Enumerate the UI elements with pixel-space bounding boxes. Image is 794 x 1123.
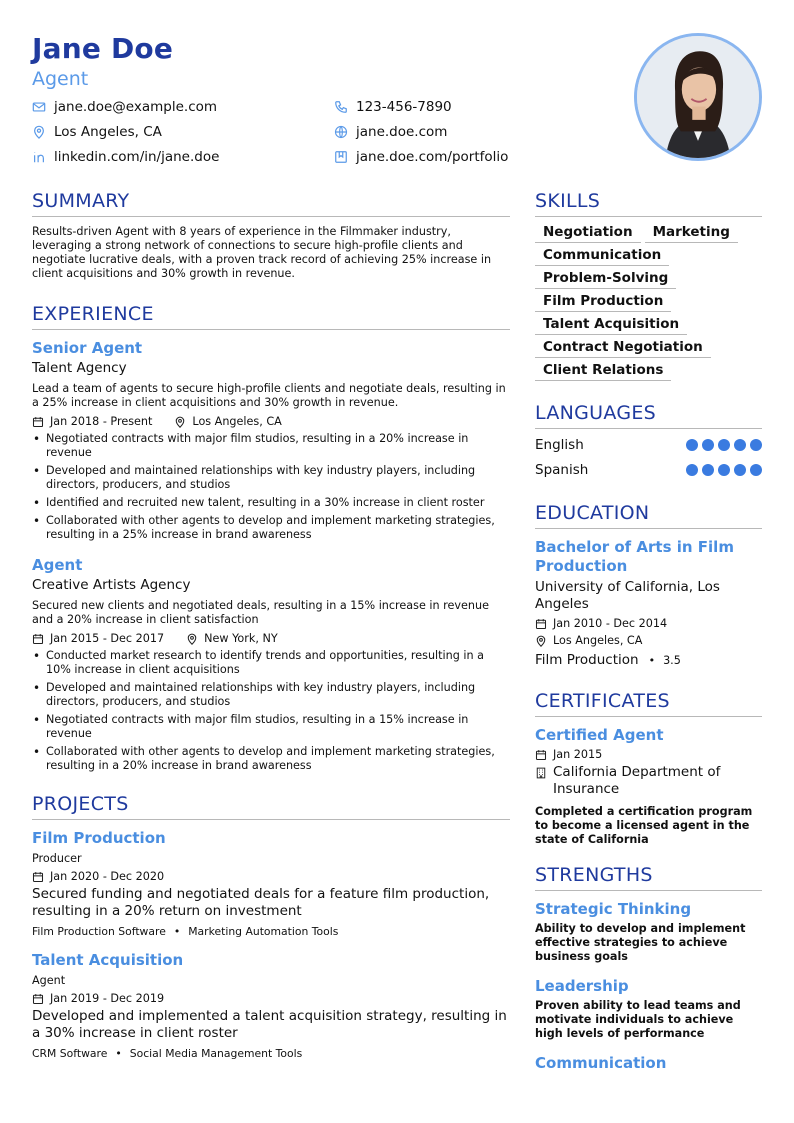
- phone-text: 123-456-7890: [356, 99, 452, 115]
- strength-description: Ability to develop and implement effective strategies to achieve business goals: [535, 922, 746, 963]
- project-description: Secured funding and negotiated deals for a feature film production, resulting in a 20% return on investment: [32, 886, 490, 919]
- job-bullets: [32, 432, 510, 542]
- project-role: Agent: [32, 974, 66, 987]
- certificate-issuer-text: California Department of Insurance: [553, 764, 721, 797]
- job-title: Agent: [32, 556, 83, 574]
- skills-heading: SKILLS: [535, 190, 762, 217]
- job-description: Lead a team of agents to secure high-profile clients and negotiate deals, resulting in a 25% increase in client acquisitions and 30% growth in revenue.: [32, 382, 506, 409]
- calendar-icon: [535, 618, 547, 630]
- calendar-icon: [535, 749, 547, 761]
- list-item: • Identified and recruited new talent, resulting in a 30% increase in client roster: [32, 496, 510, 510]
- contact-portfolio[interactable]: [334, 149, 508, 165]
- tool-tag: Social Media Management Tools: [129, 1047, 303, 1060]
- tool-tag: Film Production Software: [32, 925, 166, 938]
- project-tools: Film Production Software • Marketing Automation Tools: [32, 925, 339, 938]
- strength-entry: [535, 977, 762, 1041]
- portfolio-text: jane.doe.com/portfolio: [356, 149, 509, 165]
- job-title: Senior Agent: [32, 339, 143, 357]
- project-role: Producer: [32, 852, 82, 865]
- project-tools: CRM Software • Social Media Management Tools: [32, 1047, 303, 1060]
- company-name: Creative Artists Agency: [32, 577, 191, 593]
- website-text: jane.doe.com: [356, 124, 448, 140]
- language-name: Spanish: [535, 462, 589, 478]
- skill-tag: Marketing: [645, 224, 738, 243]
- language-row: [535, 461, 762, 479]
- certificate-description: Completed a certification program to become a licensed agent in the state of California: [535, 805, 753, 846]
- strength-entry: [535, 1054, 762, 1072]
- linkedin-icon: [32, 150, 46, 164]
- field-of-study: Film Production: [535, 652, 639, 668]
- globe-icon: [334, 125, 348, 139]
- proficiency-dots: [686, 439, 762, 451]
- project-title: Film Production: [32, 829, 166, 847]
- skill-tag: Talent Acquisition: [535, 316, 687, 335]
- list-item: • Collaborated with other agents to develop and implement marketing strategies, resulting in a 25% increase in brand awareness: [32, 514, 510, 542]
- project-dates: Jan 2020 - Dec 2020: [50, 870, 165, 883]
- list-item: • Negotiated contracts with major film studios, resulting in a 15% increase in revenue: [32, 713, 510, 741]
- skill-tag: Negotiation: [535, 224, 641, 243]
- skill-tag: Communication: [535, 247, 669, 266]
- job-description: Secured new clients and negotiated deals, resulting in a 15% increase in revenue and a 20% increase in client satisfaction: [32, 599, 489, 626]
- proficiency-dots: [686, 464, 762, 476]
- certificate-name: Certified Agent: [535, 726, 664, 744]
- linkedin-text: linkedin.com/in/jane.doe: [54, 149, 220, 165]
- certificate-issuer: [535, 764, 762, 798]
- experience-entry: [32, 339, 510, 542]
- strength-title: Communication: [535, 1054, 667, 1072]
- tool-tag: CRM Software: [32, 1047, 108, 1060]
- strengths-heading: STRENGTHS: [535, 864, 762, 891]
- list-item: • Conducted market research to identify trends and opportunities, resulting in a 10% increase in client acquisitions: [32, 649, 510, 677]
- job-meta: [32, 632, 510, 645]
- summary-text: Results-driven Agent with 8 years of experience in the Filmmaker industry, leveraging a strong network of connections to secure high-profile clients and negotiate lucrative deals, with a proven track record of achieving 25% increase in client acquisitions and 30% growth in revenue.: [32, 225, 492, 280]
- job-meta: [32, 415, 510, 428]
- certificates-heading: CERTIFICATES: [535, 690, 762, 717]
- skills-list: [535, 224, 762, 385]
- project-entry: [32, 951, 510, 1060]
- list-item: • Negotiated contracts with major film studios, resulting in a 20% increase in revenue: [32, 432, 510, 460]
- skill-tag: Client Relations: [535, 362, 671, 381]
- tool-tag: Marketing Automation Tools: [188, 925, 339, 938]
- project-entry: [32, 829, 510, 938]
- experience-heading: EXPERIENCE: [32, 303, 510, 330]
- education-field-gpa: Film Production • 3.5: [535, 652, 681, 668]
- skill-tag: Film Production: [535, 293, 671, 312]
- project-title: Talent Acquisition: [32, 951, 184, 969]
- calendar-icon: [32, 993, 44, 1005]
- job-dates: Jan 2015 - Dec 2017: [50, 632, 165, 645]
- phone-icon: [334, 100, 348, 114]
- portfolio-icon: [334, 150, 348, 164]
- candidate-name: Jane Doe: [32, 32, 174, 65]
- list-item: • Developed and maintained relationships with key industry players, including directors, producers, and studios: [32, 464, 510, 492]
- location-text: Los Angeles, CA: [54, 124, 162, 140]
- experience-entry: [32, 556, 510, 773]
- projects-heading: PROJECTS: [32, 793, 510, 820]
- list-item: • Developed and maintained relationships with key industry players, including directors, producers, and studios: [32, 681, 510, 709]
- email-text: jane.doe@example.com: [54, 99, 218, 115]
- location-pin-icon: [174, 416, 186, 428]
- degree-title: Bachelor of Arts in Film Production: [535, 538, 734, 575]
- project-meta: [32, 992, 510, 1005]
- contact-linkedin[interactable]: [32, 149, 219, 165]
- company-name: Talent Agency: [32, 360, 127, 376]
- certificate-entry: [535, 726, 762, 847]
- education-dates: [535, 617, 762, 630]
- project-meta: [32, 870, 510, 883]
- contact-email[interactable]: [32, 99, 217, 115]
- education-heading: EDUCATION: [535, 502, 762, 529]
- job-location: New York, NY: [204, 632, 278, 645]
- summary-heading: SUMMARY: [32, 190, 510, 217]
- candidate-role: Agent: [32, 68, 89, 90]
- job-bullets: [32, 649, 510, 773]
- contact-location: [32, 124, 162, 140]
- envelope-icon: [32, 100, 46, 114]
- gpa-value: 3.5: [663, 653, 681, 667]
- calendar-icon: [32, 633, 44, 645]
- languages-heading: LANGUAGES: [535, 402, 762, 429]
- skill-tag: Contract Negotiation: [535, 339, 711, 358]
- skill-tag: Problem-Solving: [535, 270, 676, 289]
- job-dates: Jan 2018 - Present: [50, 415, 153, 428]
- strength-title: Strategic Thinking: [535, 900, 692, 918]
- certificate-date: [535, 748, 762, 761]
- building-icon: [535, 767, 547, 779]
- location-pin-icon: [186, 633, 198, 645]
- education-location: [535, 634, 762, 647]
- education-location-text: Los Angeles, CA: [553, 634, 643, 647]
- contact-phone[interactable]: [334, 99, 452, 115]
- contact-website[interactable]: [334, 124, 447, 140]
- language-name: English: [535, 437, 584, 453]
- calendar-icon: [32, 871, 44, 883]
- strength-description: Proven ability to lead teams and motivate individuals to achieve high levels of performance: [535, 999, 741, 1040]
- job-location: Los Angeles, CA: [192, 415, 282, 428]
- avatar-illustration: [637, 36, 759, 158]
- education-dates-text: Jan 2010 - Dec 2014: [553, 617, 668, 630]
- school-name: University of California, Los Angeles: [535, 579, 720, 612]
- location-pin-icon: [32, 125, 46, 139]
- language-row: [535, 436, 762, 454]
- strength-title: Leadership: [535, 977, 629, 995]
- profile-photo: [634, 33, 762, 161]
- project-description: Developed and implemented a talent acquisition strategy, resulting in a 30% increase in client roster: [32, 1008, 507, 1041]
- certificate-date-text: Jan 2015: [553, 748, 603, 761]
- strength-entry: [535, 900, 762, 964]
- education-entry: [535, 538, 762, 668]
- calendar-icon: [32, 416, 44, 428]
- project-dates: Jan 2019 - Dec 2019: [50, 992, 165, 1005]
- location-pin-icon: [535, 635, 547, 647]
- list-item: • Collaborated with other agents to develop and implement marketing strategies, resulting in a 20% increase in brand awareness: [32, 745, 510, 773]
